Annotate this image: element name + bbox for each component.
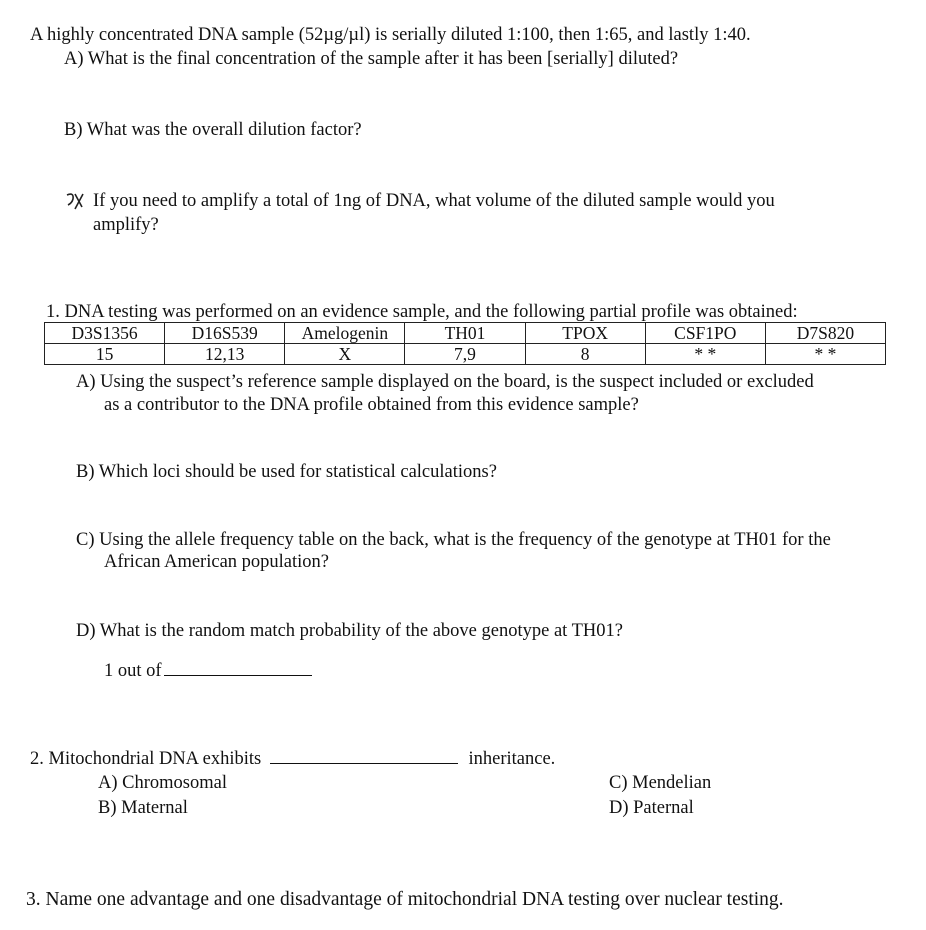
q2-prefix: 2. Mitochondrial DNA exhibits	[30, 749, 262, 769]
q1-part-c-line1: C) Using the allele frequency table on the back, what is the frequency of the genotype at TH01 for the	[76, 530, 831, 550]
table-header-cell: D7S820	[765, 323, 885, 344]
table-cell: 8	[525, 344, 645, 365]
table-header-row	[45, 323, 886, 344]
q2-option-a: A) Chromosomal	[98, 773, 227, 793]
q3-text: 3. Name one advantage and one disadvantage of mitochondrial DNA testing over nuclear testing.	[26, 889, 784, 910]
table-header-cell: Amelogenin	[285, 323, 405, 344]
q2-option-c: C) Mendelian	[609, 773, 712, 793]
q2-answer-blank[interactable]	[270, 762, 458, 764]
table-cell: * *	[765, 344, 885, 365]
answer-prefix: 1 out of	[104, 661, 162, 681]
q1-heading: 1. DNA testing was performed on an evidence sample, and the following partial profile was obtained:	[46, 302, 798, 322]
table-cell: * *	[645, 344, 765, 365]
table-cell: 12,13	[165, 344, 285, 365]
table-cell: 7,9	[405, 344, 525, 365]
q2-option-d: D) Paternal	[609, 798, 694, 818]
q1-part-a-line1: A) Using the suspect’s reference sample displayed on the board, is the suspect included or excluded	[76, 372, 814, 392]
str-profile-table	[44, 322, 886, 365]
q2-stem	[30, 748, 555, 770]
q1-part-c-line2: African American population?	[104, 552, 329, 572]
q1-part-b: B) Which loci should be used for statistical calculations?	[76, 462, 497, 482]
q1-part-d-answer	[104, 660, 312, 682]
q1-part-d: D) What is the random match probability of the above genotype at TH01?	[76, 621, 623, 641]
intro-question-a: A) What is the final concentration of the sample after it has been [serially] diluted?	[64, 49, 679, 69]
intro-question-c-line2: amplify?	[93, 215, 159, 235]
table-cell: 15	[45, 344, 165, 365]
table-header-cell: D16S539	[165, 323, 285, 344]
table-header-cell: CSF1PO	[645, 323, 765, 344]
q2-option-b: B) Maternal	[98, 798, 188, 818]
intro-question-b: B) What was the overall dilution factor?	[64, 120, 362, 140]
q1-part-a-line2: as a contributor to the DNA profile obtained from this evidence sample?	[104, 395, 639, 415]
intro-question-c-line1: If you need to amplify a total of 1ng of DNA, what volume of the diluted sample would you	[93, 191, 775, 211]
q2-suffix: inheritance.	[468, 749, 556, 769]
table-row	[45, 344, 886, 365]
table-cell: X	[285, 344, 405, 365]
table-header-cell: TPOX	[525, 323, 645, 344]
table-header-cell: D3S1356	[45, 323, 165, 344]
scribble-mark	[64, 191, 86, 213]
answer-blank[interactable]	[164, 674, 312, 676]
intro-text: A highly concentrated DNA sample (52µg/µl) is serially diluted 1:100, then 1:65, and lastly 1:40.	[30, 25, 751, 45]
table-header-cell: TH01	[405, 323, 525, 344]
